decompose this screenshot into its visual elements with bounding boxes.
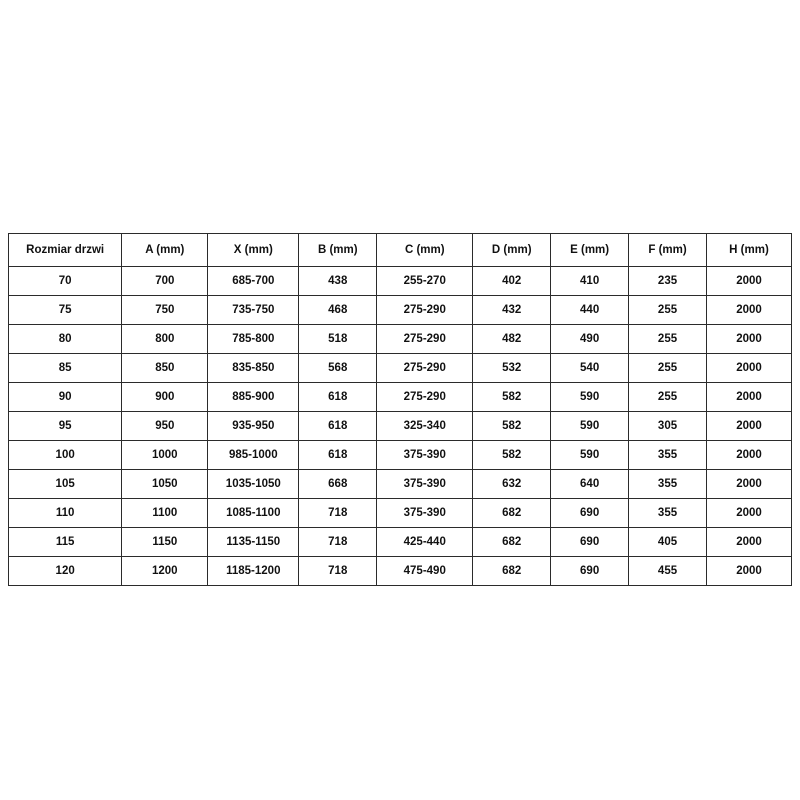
cell-d: 582	[473, 412, 551, 441]
cell-h: 2000	[706, 441, 791, 470]
cell-x: 735-750	[208, 296, 299, 325]
cell-x: 835-850	[208, 354, 299, 383]
cell-c: 425-440	[377, 528, 473, 557]
cell-c: 275-290	[377, 354, 473, 383]
door-size-spec-table	[8, 233, 792, 586]
cell-f: 355	[629, 499, 707, 528]
column-header-h: H (mm)	[706, 234, 791, 267]
cell-b: 618	[299, 412, 377, 441]
cell-b: 438	[299, 267, 377, 296]
cell-h: 2000	[706, 383, 791, 412]
column-header-d: D (mm)	[473, 234, 551, 267]
cell-b: 718	[299, 557, 377, 586]
cell-x: 985-1000	[208, 441, 299, 470]
cell-a: 950	[122, 412, 208, 441]
cell-d: 432	[473, 296, 551, 325]
cell-d: 482	[473, 325, 551, 354]
table-row	[9, 325, 792, 354]
cell-rozmiar-drzwi: 105	[9, 470, 122, 499]
table-header-row	[9, 234, 792, 267]
cell-f: 235	[629, 267, 707, 296]
column-header-e: E (mm)	[551, 234, 629, 267]
cell-c: 255-270	[377, 267, 473, 296]
cell-x: 785-800	[208, 325, 299, 354]
cell-e: 690	[551, 528, 629, 557]
cell-f: 355	[629, 470, 707, 499]
cell-e: 590	[551, 441, 629, 470]
cell-e: 640	[551, 470, 629, 499]
cell-h: 2000	[706, 296, 791, 325]
table-row	[9, 557, 792, 586]
table-row	[9, 412, 792, 441]
table-row	[9, 383, 792, 412]
cell-rozmiar-drzwi: 80	[9, 325, 122, 354]
cell-e: 690	[551, 557, 629, 586]
cell-e: 590	[551, 383, 629, 412]
column-header-f: F (mm)	[629, 234, 707, 267]
table-row	[9, 296, 792, 325]
cell-c: 375-390	[377, 470, 473, 499]
cell-b: 618	[299, 441, 377, 470]
cell-a: 750	[122, 296, 208, 325]
cell-rozmiar-drzwi: 120	[9, 557, 122, 586]
cell-f: 455	[629, 557, 707, 586]
cell-a: 1200	[122, 557, 208, 586]
cell-d: 682	[473, 499, 551, 528]
cell-f: 305	[629, 412, 707, 441]
cell-h: 2000	[706, 354, 791, 383]
cell-h: 2000	[706, 499, 791, 528]
cell-a: 1150	[122, 528, 208, 557]
column-header-a: A (mm)	[122, 234, 208, 267]
cell-e: 590	[551, 412, 629, 441]
cell-b: 568	[299, 354, 377, 383]
cell-c: 375-390	[377, 441, 473, 470]
cell-rozmiar-drzwi: 75	[9, 296, 122, 325]
cell-d: 532	[473, 354, 551, 383]
cell-b: 718	[299, 499, 377, 528]
cell-h: 2000	[706, 325, 791, 354]
cell-c: 275-290	[377, 383, 473, 412]
table-body	[9, 267, 792, 586]
cell-a: 700	[122, 267, 208, 296]
cell-c: 475-490	[377, 557, 473, 586]
cell-x: 1085-1100	[208, 499, 299, 528]
table-row	[9, 354, 792, 383]
table-row	[9, 499, 792, 528]
cell-c: 325-340	[377, 412, 473, 441]
cell-b: 468	[299, 296, 377, 325]
cell-x: 885-900	[208, 383, 299, 412]
cell-f: 255	[629, 325, 707, 354]
cell-f: 255	[629, 354, 707, 383]
table-header	[9, 234, 792, 267]
cell-d: 582	[473, 441, 551, 470]
cell-e: 410	[551, 267, 629, 296]
cell-x: 1135-1150	[208, 528, 299, 557]
table-row	[9, 441, 792, 470]
cell-d: 682	[473, 557, 551, 586]
cell-rozmiar-drzwi: 85	[9, 354, 122, 383]
column-header-x: X (mm)	[208, 234, 299, 267]
cell-e: 540	[551, 354, 629, 383]
cell-rozmiar-drzwi: 100	[9, 441, 122, 470]
cell-c: 275-290	[377, 296, 473, 325]
table-row	[9, 470, 792, 499]
cell-a: 1100	[122, 499, 208, 528]
table-row	[9, 528, 792, 557]
cell-h: 2000	[706, 557, 791, 586]
cell-h: 2000	[706, 412, 791, 441]
cell-d: 402	[473, 267, 551, 296]
table-row	[9, 267, 792, 296]
cell-b: 618	[299, 383, 377, 412]
cell-d: 582	[473, 383, 551, 412]
cell-rozmiar-drzwi: 110	[9, 499, 122, 528]
cell-d: 632	[473, 470, 551, 499]
cell-h: 2000	[706, 470, 791, 499]
cell-a: 800	[122, 325, 208, 354]
cell-c: 275-290	[377, 325, 473, 354]
column-header-c: C (mm)	[377, 234, 473, 267]
cell-h: 2000	[706, 267, 791, 296]
spec-table-container	[8, 233, 792, 586]
cell-a: 1000	[122, 441, 208, 470]
column-header-rozmiar-drzwi: Rozmiar drzwi	[9, 234, 122, 267]
column-header-b: B (mm)	[299, 234, 377, 267]
cell-c: 375-390	[377, 499, 473, 528]
cell-a: 1050	[122, 470, 208, 499]
cell-a: 900	[122, 383, 208, 412]
cell-a: 850	[122, 354, 208, 383]
cell-x: 935-950	[208, 412, 299, 441]
cell-f: 255	[629, 383, 707, 412]
cell-b: 718	[299, 528, 377, 557]
cell-rozmiar-drzwi: 90	[9, 383, 122, 412]
cell-e: 440	[551, 296, 629, 325]
cell-x: 685-700	[208, 267, 299, 296]
cell-b: 518	[299, 325, 377, 354]
cell-rozmiar-drzwi: 95	[9, 412, 122, 441]
cell-e: 690	[551, 499, 629, 528]
cell-h: 2000	[706, 528, 791, 557]
cell-d: 682	[473, 528, 551, 557]
cell-rozmiar-drzwi: 115	[9, 528, 122, 557]
cell-f: 355	[629, 441, 707, 470]
cell-b: 668	[299, 470, 377, 499]
cell-rozmiar-drzwi: 70	[9, 267, 122, 296]
cell-f: 405	[629, 528, 707, 557]
cell-e: 490	[551, 325, 629, 354]
cell-f: 255	[629, 296, 707, 325]
cell-x: 1185-1200	[208, 557, 299, 586]
cell-x: 1035-1050	[208, 470, 299, 499]
